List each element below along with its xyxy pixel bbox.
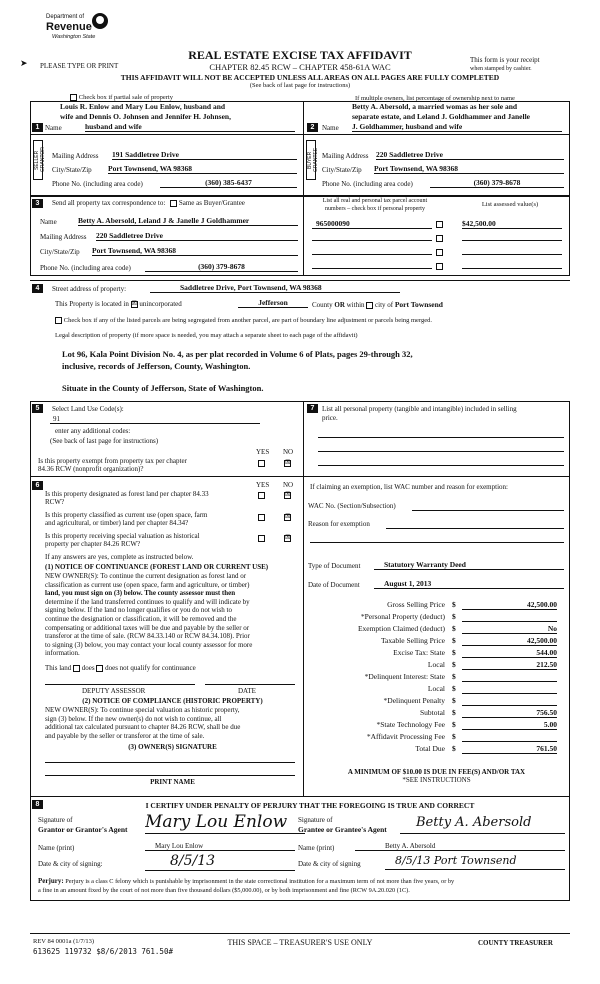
legal-description-label: Legal description of property (if more space is needed, you may attach a separate sheet to each page of the affidavit)	[55, 332, 358, 339]
same-as-buyer-label: Same as Buyer/Grantee	[178, 199, 245, 207]
county-field[interactable]: Jefferson	[238, 298, 308, 308]
grantee-date-city[interactable]: 8/5/13 Port Townsend	[385, 854, 565, 870]
dollar-sign: $	[452, 636, 456, 645]
dor-logo	[30, 12, 120, 50]
dollar-sign: $	[452, 708, 456, 717]
current-use-yes-checkbox[interactable]	[258, 514, 265, 521]
tax-row-label: Local	[427, 660, 445, 669]
assessed-value-field[interactable]: $42,500.00	[462, 219, 562, 229]
corr-city-label: City/State/Zip	[40, 248, 80, 256]
deputy-assessor-line[interactable]	[45, 684, 195, 685]
notice-1-line: NEW OWNER(S): To continue the current designation as forest land or	[45, 572, 247, 580]
corr-mailing-label: Mailing Address	[40, 233, 87, 241]
seller-city-label: City/State/Zip	[52, 166, 92, 174]
see-back-instructions: (See back of last page for instructions)	[249, 82, 351, 89]
tax-row-label: Excise Tax: State	[393, 648, 445, 657]
grantor-agent-label: Grantor or Grantor's Agent	[38, 825, 128, 834]
logo-line-3: Washington State	[52, 34, 96, 40]
dollar-sign: $	[452, 744, 456, 753]
section-7-number: 7	[307, 404, 318, 413]
tax-row-label: *Delinquent Penalty	[383, 696, 445, 705]
current-use-no-checkbox[interactable]: ☒	[285, 514, 291, 520]
current-use-q-2: and agricultural, or timber) land per chapter 84.34?	[45, 519, 189, 527]
warning-text: THIS AFFIDAVIT WILL NOT BE ACCEPTED UNLESS ALL AREAS ON ALL PAGES ARE FULLY COMPLETED	[120, 73, 500, 82]
partial-sale-checkbox[interactable]	[70, 94, 77, 101]
located-in-label: This Property is located in	[55, 300, 129, 308]
owner-signature-label: (3) OWNER(S) SIGNATURE	[128, 743, 217, 751]
notice-1-line: transferor at the time of sale. (RCW 84.33.140 or RCW 84.34.108). Prior	[45, 632, 250, 641]
seller-phone-label: Phone No. (including area code)	[52, 180, 143, 188]
seller-grantor-tag: SELLER GRANTOR	[33, 140, 43, 180]
exempt-yes-label: YES	[256, 448, 270, 456]
grantor-date-city[interactable]: 8/5/13	[145, 853, 295, 871]
dollar-sign: $	[452, 660, 456, 669]
grantee-sig-of: Signature of	[298, 816, 333, 824]
land-does-not-checkbox[interactable]	[96, 665, 103, 672]
tax-row-value[interactable]: 212.50	[536, 660, 557, 669]
exempt-no-checkbox[interactable]: ☒	[285, 460, 291, 466]
dollar-sign: $	[452, 732, 456, 741]
doc-type-field[interactable]: Statutory Warranty Deed	[374, 560, 564, 570]
personal-property-line-1[interactable]	[318, 437, 564, 438]
seller-name-line-1: Louis R. Enlow and Mary Lou Enlow, husband and	[60, 102, 226, 111]
grantor-signature[interactable]: Mary Lou Enlow	[145, 812, 305, 834]
wac-field[interactable]	[412, 510, 564, 511]
forest-no-checkbox[interactable]: ☒	[285, 492, 291, 498]
grantee-signature[interactable]: Betty A. Abersold	[400, 815, 565, 834]
current-use-q-1: Is this property classified as current use (open space, farm	[45, 511, 208, 519]
section-3-number: 3	[32, 199, 43, 208]
print-name-label: PRINT NAME	[150, 778, 195, 786]
tax-amount-line	[462, 693, 557, 694]
buyer-city-field[interactable]: Port Townsend, WA 98368	[374, 164, 564, 174]
tax-row-value[interactable]: No	[547, 624, 557, 633]
buyer-mailing-label: Mailing Address	[322, 152, 369, 160]
does-label: does	[81, 664, 95, 672]
this-land-label: This land	[45, 664, 72, 672]
form-title: REAL ESTATE EXCISE TAX AFFIDAVIT	[188, 48, 412, 62]
same-as-buyer-checkbox[interactable]	[170, 200, 177, 207]
notice-1-line: determine if the land transferred continues to qualify and will indicate by	[45, 597, 250, 606]
please-type: PLEASE TYPE OR PRINT	[40, 62, 119, 70]
tax-amount-line	[462, 717, 557, 718]
personal-property-line-3[interactable]	[318, 465, 564, 466]
buyer-name-line-3[interactable]: J. Goldhammer, husband and wife	[352, 122, 562, 132]
wac-label: WAC No. (Section/Subsection)	[308, 502, 396, 510]
notice-2-line: sign (3) below. If the new owner(s) do not wish to continue, all	[45, 714, 222, 723]
dollar-sign: $	[452, 696, 456, 705]
corr-phone-field[interactable]: (360) 379-8678	[145, 262, 298, 272]
exemption-label: If claiming an exemption, list WAC number and reason for exemption:	[310, 483, 508, 491]
notice-2-line: and payable by the seller or transferor at the time of sale.	[45, 731, 205, 740]
doc-date-label: Date of Document	[308, 581, 360, 589]
buyer-phone-label: Phone No. (including area code)	[322, 180, 413, 188]
tax-amount-line	[462, 633, 557, 634]
exempt-question-1: Is this property exempt from property tax per chapter	[38, 457, 187, 465]
does-not-label: does not qualify for continuance	[105, 664, 196, 672]
tax-row-label: Local	[427, 684, 445, 693]
city-name-field[interactable]: Port Townsend	[394, 300, 443, 309]
grantee-date-city-label: Date & city of signing	[298, 860, 361, 868]
treasurer-space: THIS SPACE – TREASURER'S USE ONLY	[227, 938, 373, 947]
grantee-name-print[interactable]: Betty A. Abersold	[355, 842, 565, 851]
form-revision: REV 84 0001a (1/7/13)	[33, 938, 95, 945]
corr-city-field[interactable]: Port Townsend, WA 98368	[92, 246, 298, 256]
dollar-sign: $	[452, 612, 456, 621]
tax-row-value[interactable]: 42,500.00	[527, 600, 557, 609]
grantee-name-print-label: Name (print)	[298, 844, 335, 852]
parcel-personal-checkbox-4[interactable]	[436, 263, 443, 270]
parcel-personal-checkbox-2[interactable]	[436, 235, 443, 242]
notice-1-line: signing below. If the land no longer qualifies or you do not wish to	[45, 606, 232, 615]
grantee-agent-label: Grantee or Grantee's Agent	[298, 825, 387, 834]
personal-property-line-2[interactable]	[318, 451, 564, 452]
dollar-sign: $	[452, 600, 456, 609]
parcel-header-1: List all real and personal tax parcel account	[322, 198, 428, 204]
within-label: within	[346, 301, 365, 309]
corr-name-field[interactable]: Betty A. Abersold, Leland J & Janelle J Goldhammer	[78, 216, 298, 226]
s6-no-label: NO	[283, 481, 294, 489]
doc-type-label: Type of Document	[308, 562, 361, 570]
form-subtitle: CHAPTER 82.45 RCW – CHAPTER 458-61A WAC	[209, 62, 391, 72]
corr-name-label: Name	[40, 218, 57, 226]
tax-row-value[interactable]: 544.00	[536, 648, 557, 657]
seller-name-line-2: wife and Dennis O. Johnsen and Jennifer H. Johnsen,	[60, 112, 231, 121]
parcel-header-2: numbers – check box if personal property	[325, 206, 425, 212]
parcel-number-field[interactable]: 965000090	[312, 219, 432, 229]
exemption-reason-label: Reason for exemption	[308, 520, 370, 528]
tax-row-value[interactable]: 761.50	[536, 744, 557, 753]
buyer-name-label: Name	[322, 124, 339, 132]
notice-1-body	[45, 572, 300, 658]
assessed-header: List assessed value(s)	[481, 201, 539, 208]
notice-2-line: additional tax calculated pursuant to chapter 84.26 RCW, shall be due	[45, 723, 241, 732]
forest-q-2: RCW?	[45, 498, 65, 506]
notice-2-title: (2) NOTICE OF COMPLIANCE (HISTORIC PROPERTY)	[82, 697, 263, 705]
minimum-due-note: A MINIMUM OF $10.00 IS DUE IN FEE(S) AND/OR TAX	[347, 768, 526, 776]
historic-q-2: property per chapter 84.26 RCW?	[45, 540, 141, 548]
grantor-date-city-label: Date & city of signing:	[38, 860, 103, 868]
perjury-text-2: a fine in an amount fixed by the court of not more than five thousand dollars ($5,000.00), or by both imprisonment and fine (RCW 9A.20.020 (1C).	[38, 887, 410, 894]
notice-2-body	[45, 706, 300, 740]
tax-amount-line	[462, 669, 557, 670]
certify-statement: I CERTIFY UNDER PENALTY OF PERJURY THAT THE FOREGOING IS TRUE AND CORRECT	[145, 801, 475, 810]
assessor-date-line[interactable]	[205, 684, 295, 685]
exemption-reason-field[interactable]	[386, 528, 564, 529]
owner-signature-line[interactable]	[45, 762, 295, 763]
legal-line-2: inclusive, records of Jefferson, County, Washington.	[62, 361, 251, 371]
buyer-mailing-field[interactable]: 220 Saddletree Drive	[376, 150, 564, 160]
land-use-see-back: (See back of last page for instructions)	[50, 437, 159, 445]
cashier-stamp: 613625 119732 $8/6/2013 761.50#	[33, 947, 173, 956]
section-2-number: 2	[307, 123, 318, 132]
buyer-name-line-2: separate estate, and Leland J. Goldhammer and Janelle	[352, 112, 530, 121]
unincorporated-label: unincorporated	[139, 300, 182, 308]
seller-mailing-label: Mailing Address	[52, 152, 99, 160]
assessor-date-label: DATE	[238, 687, 256, 695]
receipt-note-2: when stamped by cashier.	[470, 66, 532, 72]
corr-mailing-field[interactable]: 220 Saddletree Drive	[96, 231, 298, 241]
tax-amount-line	[462, 753, 557, 754]
see-instructions-note: *SEE INSTRUCTIONS	[402, 776, 471, 784]
notice-1-line: compensating or additional taxes will be due and payable by the seller or	[45, 623, 250, 632]
buyer-city-label: City/State/Zip	[322, 166, 362, 174]
tax-row-value[interactable]: 756.50	[536, 708, 557, 717]
dollar-sign: $	[452, 720, 456, 729]
segregated-checkbox[interactable]	[55, 317, 62, 324]
personal-property-label-2: price.	[322, 414, 338, 422]
tax-amount-line	[462, 741, 557, 742]
section-6-number: 6	[32, 481, 43, 490]
logo-line-2: Revenue	[46, 21, 92, 33]
dollar-sign: $	[452, 684, 456, 693]
buyer-phone-field[interactable]: (360) 379-8678	[430, 178, 564, 188]
tax-amount-line	[462, 729, 557, 730]
logo-line-1: Department of	[46, 14, 85, 20]
tax-amount-line	[462, 705, 557, 706]
historic-q-1: Is this property receiving special valuation as historical	[45, 532, 200, 540]
corr-phone-label: Phone No. (including area code)	[40, 264, 131, 272]
perjury-text-1: Perjury is a class C felony which is punishable by imprisonment in the state correctional institution for a maximum term of not more than five years, or by	[65, 878, 455, 885]
receipt-note-1: This form is your receipt	[470, 56, 540, 64]
doc-date-field[interactable]: August 1, 2013	[374, 579, 564, 589]
buyer-name-line-1: Betty A. Abersold, a married womas as her sole and	[352, 102, 518, 111]
seller-mailing-field[interactable]: 191 Saddletree Drive	[112, 150, 297, 160]
tax-amount-line	[462, 657, 557, 658]
legal-line-3: Situate in the County of Jefferson, State of Washington.	[62, 383, 264, 393]
exempt-yes-checkbox[interactable]	[258, 460, 265, 467]
county-label: County	[312, 301, 333, 309]
or-label: OR	[334, 301, 345, 309]
historic-yes-checkbox[interactable]	[258, 535, 265, 542]
tax-row-value[interactable]: 42,500.00	[527, 636, 557, 645]
tax-correspondence-label: Send all property tax correspondence to:	[52, 199, 166, 207]
forest-q-1: Is this property designated as forest land per chapter 84.33	[45, 490, 209, 498]
county-treasurer-label: COUNTY TREASURER	[478, 939, 553, 947]
exempt-no-label: NO	[283, 448, 294, 456]
seller-city-field[interactable]: Port Townsend, WA 98368	[108, 164, 297, 174]
notice-2-line: NEW OWNER(S): To continue special valuation as historic property,	[45, 706, 240, 714]
tax-row-label: *State Technology Fee	[376, 720, 445, 729]
section-4-number: 4	[32, 284, 43, 293]
tax-amount-line	[462, 681, 557, 682]
perjury-label: Perjury:	[38, 877, 64, 885]
buyer-grantee-tag: BUYER GRANTEE	[306, 140, 316, 180]
exempt-question-2: 84.36 RCW (nonprofit organization)?	[38, 465, 144, 473]
s6-yes-label: YES	[256, 481, 270, 489]
exemption-reason-field-2[interactable]	[310, 542, 564, 543]
additional-codes-label: enter any additional codes:	[55, 427, 131, 435]
grantor-name-print[interactable]: Mary Lou Enlow	[145, 842, 295, 851]
land-use-label: Select Land Use Code(s):	[52, 405, 124, 413]
dollar-sign: $	[452, 672, 456, 681]
tax-row-label: *Delinquent Interest: State	[364, 672, 445, 681]
seller-name-line-3[interactable]: husband and wife	[85, 122, 295, 132]
tax-row-label: Exemption Claimed (deduct)	[357, 624, 445, 633]
partial-sale-label: Check box if partial sale of property	[78, 94, 173, 101]
tax-amount-line	[462, 609, 557, 610]
tax-amount-line	[462, 621, 557, 622]
parcel-personal-checkbox-1[interactable]	[436, 221, 443, 228]
tax-row-label: *Affidavit Processing Fee	[366, 732, 445, 741]
city-of-checkbox[interactable]	[366, 302, 373, 309]
historic-no-checkbox[interactable]: ☒	[285, 535, 291, 541]
tax-row-value[interactable]: 5.00	[543, 720, 557, 729]
notice-1-line: classification as current use (open space, farm and agriculture, or timber)	[45, 580, 250, 589]
notice-1-line: to signing (3) below, you may contact your local county assessor for more	[45, 640, 253, 649]
notice-1-line: information.	[45, 649, 80, 658]
segregated-label: Check box if any of the listed parcels are being segregated from another parcel, are part of boundary line adjustment or parcels being merged.	[63, 317, 433, 324]
street-field[interactable]: Saddletree Drive, Port Townsend, WA 98368	[150, 283, 400, 293]
tax-row-label: Subtotal	[419, 708, 445, 717]
land-use-code-field[interactable]: 91	[50, 415, 260, 424]
legal-line-1: Lot 96, Kala Point Division No. 4, as per plat recorded in Volume 6 of Plats, pages 29-through 32,	[62, 349, 413, 359]
parcel-personal-checkbox-3[interactable]	[436, 249, 443, 256]
tax-row-label: Taxable Selling Price	[380, 636, 445, 645]
notice-1-line: continue the designation or classification, it will be removed and the	[45, 614, 237, 623]
print-name-line[interactable]	[45, 775, 295, 776]
if-yes-instructions: If any answers are yes, complete as instructed below.	[45, 553, 194, 561]
multiple-owners-note: If multiple owners, list percentage of ownership next to name	[355, 95, 515, 102]
personal-property-label-1: List all personal property (tangible and intangible) included in selling	[322, 405, 517, 413]
notice-1-line: land, you must sign on (3) below. The county assessor must then	[45, 589, 236, 598]
unincorporated-checkbox[interactable]: ☒	[131, 300, 138, 307]
land-does-checkbox[interactable]	[73, 665, 80, 672]
deputy-assessor-label: DEPUTY ASSESSOR	[82, 687, 146, 695]
forest-yes-checkbox[interactable]	[258, 492, 265, 499]
notice-1-title: (1) NOTICE OF CONTINUANCE (FOREST LAND OR CURRENT USE)	[45, 563, 269, 571]
seller-phone-field[interactable]: (360) 385-6437	[160, 178, 297, 188]
arrow-mark-icon: ➤	[20, 58, 28, 68]
grantor-sig-of: Signature of	[38, 816, 73, 824]
tax-row-label: *Personal Property (deduct)	[360, 612, 445, 621]
section-8-number: 8	[32, 800, 43, 809]
tax-amount-line	[462, 645, 557, 646]
street-label: Street address of property:	[52, 285, 127, 293]
section-1-number: 1	[32, 123, 43, 132]
section-5-number: 5	[32, 404, 43, 413]
dollar-sign: $	[452, 648, 456, 657]
grantor-name-print-label: Name (print)	[38, 844, 75, 852]
tax-row-label: Total Due	[415, 744, 445, 753]
dollar-sign: $	[452, 624, 456, 633]
city-of-label: city of	[375, 301, 394, 309]
seller-name-label: Name	[45, 124, 62, 132]
tax-row-label: Gross Selling Price	[387, 600, 445, 609]
